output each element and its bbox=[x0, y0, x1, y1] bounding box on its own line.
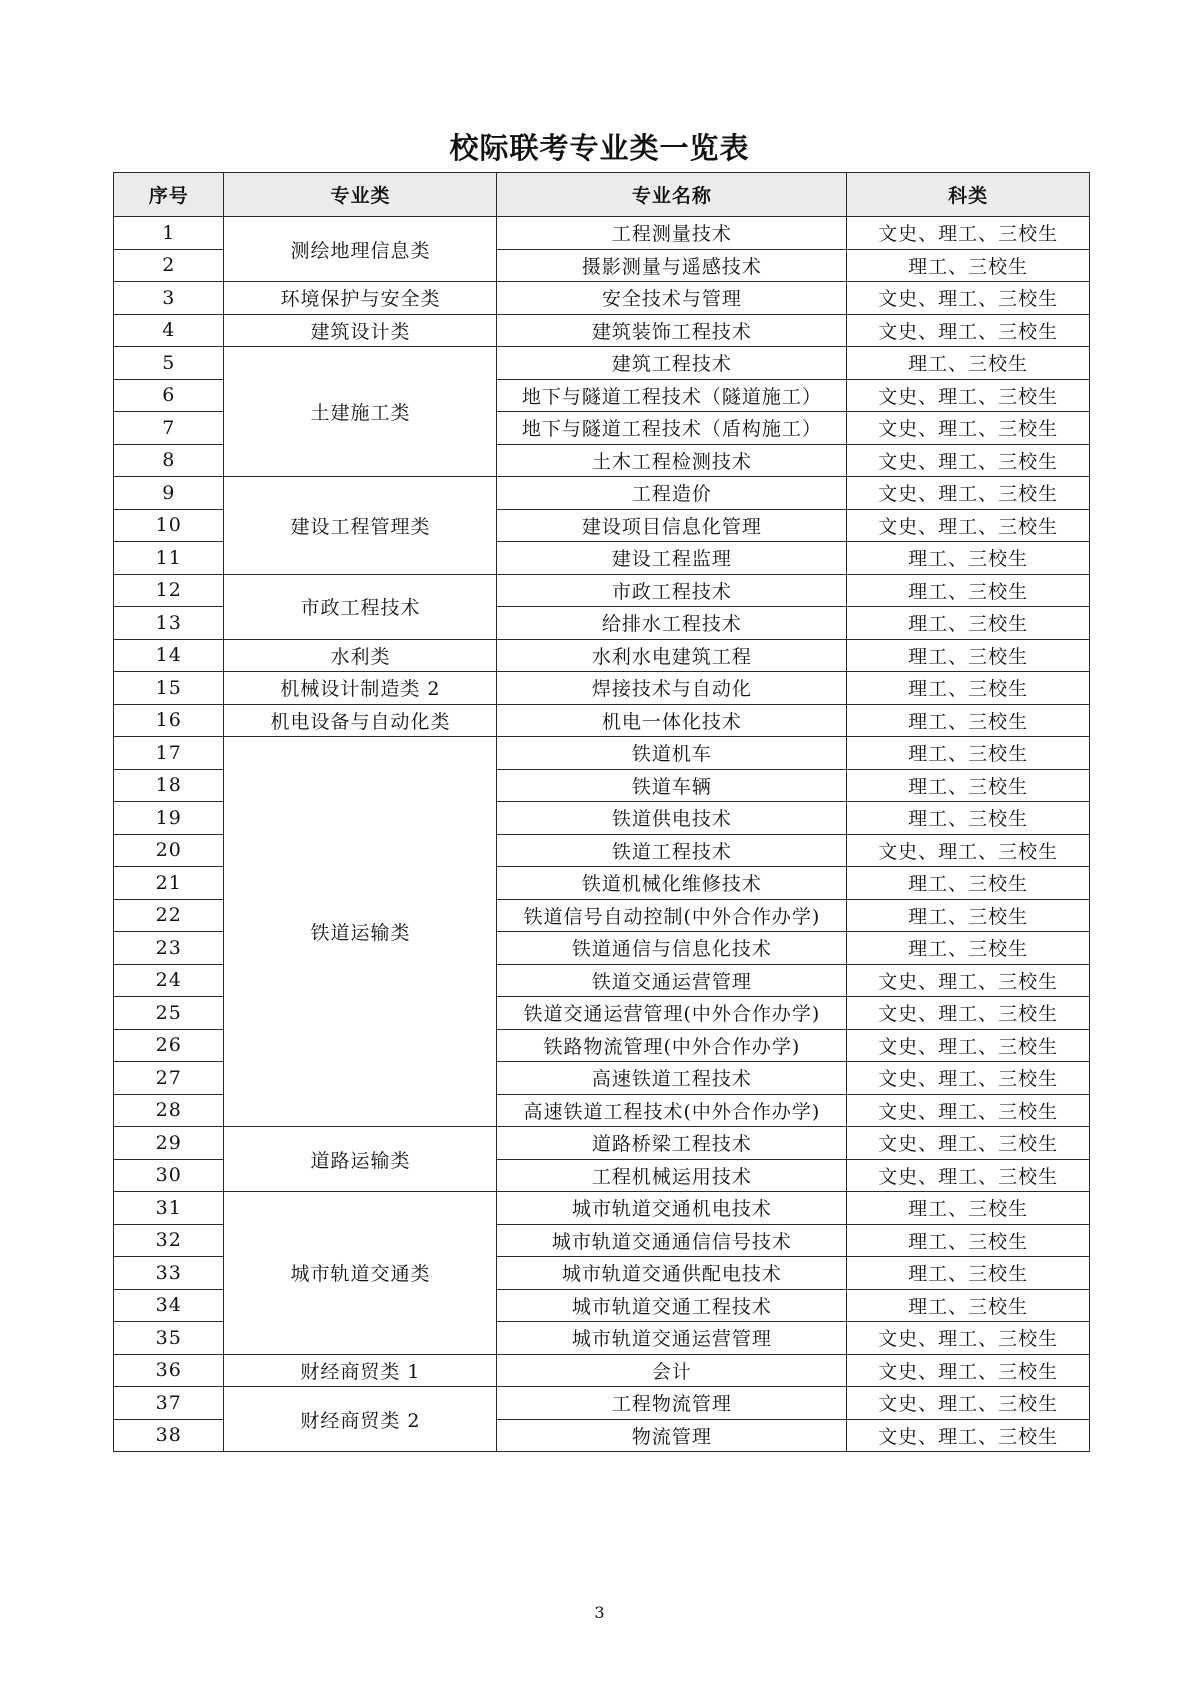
cell-subject-type: 理工、三校生 bbox=[847, 1289, 1090, 1322]
header-type: 科类 bbox=[847, 173, 1090, 217]
cell-major-name: 地下与隧道工程技术（隧道施工） bbox=[497, 379, 847, 412]
cell-subject-type: 理工、三校生 bbox=[847, 249, 1090, 282]
table-row bbox=[114, 704, 1090, 737]
cell-seq: 1 bbox=[114, 217, 224, 250]
cell-subject-type: 理工、三校生 bbox=[847, 1257, 1090, 1290]
cell-seq: 14 bbox=[114, 639, 224, 672]
page-number: 3 bbox=[594, 1603, 605, 1622]
cell-seq: 36 bbox=[114, 1354, 224, 1387]
cell-subject-type: 理工、三校生 bbox=[847, 639, 1090, 672]
cell-major-name: 铁道车辆 bbox=[497, 769, 847, 802]
cell-major-name: 工程机械运用技术 bbox=[497, 1159, 847, 1192]
cell-major-name: 铁道交通运营管理 bbox=[497, 964, 847, 997]
cell-subject-type: 文史、理工、三校生 bbox=[847, 1419, 1090, 1452]
cell-seq: 30 bbox=[114, 1159, 224, 1192]
cell-category: 财经商贸类 2 bbox=[224, 1387, 497, 1452]
cell-seq: 10 bbox=[114, 509, 224, 542]
cell-subject-type: 理工、三校生 bbox=[847, 347, 1090, 380]
cell-seq: 7 bbox=[114, 412, 224, 445]
cell-seq: 4 bbox=[114, 314, 224, 347]
header-name: 专业名称 bbox=[497, 173, 847, 217]
cell-major-name: 铁道通信与信息化技术 bbox=[497, 932, 847, 965]
cell-major-name: 建筑装饰工程技术 bbox=[497, 314, 847, 347]
cell-seq: 24 bbox=[114, 964, 224, 997]
cell-major-name: 道路桥梁工程技术 bbox=[497, 1127, 847, 1160]
cell-major-name: 铁道供电技术 bbox=[497, 802, 847, 835]
cell-major-name: 城市轨道交通机电技术 bbox=[497, 1192, 847, 1225]
table-row bbox=[114, 1387, 1090, 1420]
cell-category: 机械设计制造类 2 bbox=[224, 672, 497, 705]
cell-subject-type: 文史、理工、三校生 bbox=[847, 412, 1090, 445]
cell-major-name: 给排水工程技术 bbox=[497, 607, 847, 640]
table-row bbox=[114, 217, 1090, 250]
table-row bbox=[114, 574, 1090, 607]
cell-major-name: 水利水电建筑工程 bbox=[497, 639, 847, 672]
cell-seq: 25 bbox=[114, 997, 224, 1030]
cell-category: 建筑设计类 bbox=[224, 314, 497, 347]
cell-subject-type: 理工、三校生 bbox=[847, 1224, 1090, 1257]
cell-seq: 21 bbox=[114, 867, 224, 900]
cell-seq: 13 bbox=[114, 607, 224, 640]
cell-major-name: 铁路物流管理(中外合作办学) bbox=[497, 1029, 847, 1062]
table-row bbox=[114, 737, 1090, 770]
cell-subject-type: 文史、理工、三校生 bbox=[847, 477, 1090, 510]
cell-major-name: 土木工程检测技术 bbox=[497, 444, 847, 477]
cell-major-name: 市政工程技术 bbox=[497, 574, 847, 607]
cell-subject-type: 理工、三校生 bbox=[847, 704, 1090, 737]
cell-subject-type: 文史、理工、三校生 bbox=[847, 379, 1090, 412]
cell-category: 建设工程管理类 bbox=[224, 477, 497, 575]
cell-major-name: 机电一体化技术 bbox=[497, 704, 847, 737]
cell-subject-type: 文史、理工、三校生 bbox=[847, 444, 1090, 477]
cell-category: 机电设备与自动化类 bbox=[224, 704, 497, 737]
cell-category: 市政工程技术 bbox=[224, 574, 497, 639]
cell-major-name: 铁道信号自动控制(中外合作办学) bbox=[497, 899, 847, 932]
cell-seq: 2 bbox=[114, 249, 224, 282]
cell-category: 道路运输类 bbox=[224, 1127, 497, 1192]
cell-major-name: 安全技术与管理 bbox=[497, 282, 847, 315]
cell-subject-type: 文史、理工、三校生 bbox=[847, 282, 1090, 315]
header-category: 专业类 bbox=[224, 173, 497, 217]
cell-seq: 6 bbox=[114, 379, 224, 412]
cell-seq: 16 bbox=[114, 704, 224, 737]
cell-major-name: 焊接技术与自动化 bbox=[497, 672, 847, 705]
cell-subject-type: 文史、理工、三校生 bbox=[847, 834, 1090, 867]
cell-major-name: 铁道工程技术 bbox=[497, 834, 847, 867]
cell-major-name: 城市轨道交通通信信号技术 bbox=[497, 1224, 847, 1257]
cell-subject-type: 理工、三校生 bbox=[847, 769, 1090, 802]
cell-subject-type: 文史、理工、三校生 bbox=[847, 997, 1090, 1030]
cell-subject-type: 理工、三校生 bbox=[847, 574, 1090, 607]
cell-seq: 18 bbox=[114, 769, 224, 802]
cell-major-name: 城市轨道交通供配电技术 bbox=[497, 1257, 847, 1290]
cell-seq: 9 bbox=[114, 477, 224, 510]
cell-seq: 17 bbox=[114, 737, 224, 770]
page-title: 校际联考专业类一览表 bbox=[449, 131, 750, 165]
cell-seq: 8 bbox=[114, 444, 224, 477]
cell-major-name: 会计 bbox=[497, 1354, 847, 1387]
cell-major-name: 高速铁道工程技术 bbox=[497, 1062, 847, 1095]
cell-seq: 20 bbox=[114, 834, 224, 867]
cell-subject-type: 理工、三校生 bbox=[847, 607, 1090, 640]
cell-category: 测绘地理信息类 bbox=[224, 217, 497, 282]
cell-seq: 35 bbox=[114, 1322, 224, 1355]
cell-major-name: 城市轨道交通工程技术 bbox=[497, 1289, 847, 1322]
cell-subject-type: 理工、三校生 bbox=[847, 867, 1090, 900]
cell-subject-type: 理工、三校生 bbox=[847, 1192, 1090, 1225]
cell-category: 铁道运输类 bbox=[224, 737, 497, 1127]
cell-seq: 3 bbox=[114, 282, 224, 315]
cell-major-name: 地下与隧道工程技术（盾构施工） bbox=[497, 412, 847, 445]
cell-major-name: 建设工程监理 bbox=[497, 542, 847, 575]
table-row bbox=[114, 1354, 1090, 1387]
cell-major-name: 建筑工程技术 bbox=[497, 347, 847, 380]
cell-major-name: 工程物流管理 bbox=[497, 1387, 847, 1420]
cell-subject-type: 文史、理工、三校生 bbox=[847, 217, 1090, 250]
cell-subject-type: 文史、理工、三校生 bbox=[847, 1159, 1090, 1192]
table-row bbox=[114, 1127, 1090, 1160]
cell-major-name: 建设项目信息化管理 bbox=[497, 509, 847, 542]
table-row bbox=[114, 639, 1090, 672]
cell-seq: 22 bbox=[114, 899, 224, 932]
cell-seq: 31 bbox=[114, 1192, 224, 1225]
cell-major-name: 铁道交通运营管理(中外合作办学) bbox=[497, 997, 847, 1030]
table-row bbox=[114, 672, 1090, 705]
cell-subject-type: 理工、三校生 bbox=[847, 737, 1090, 770]
cell-subject-type: 理工、三校生 bbox=[847, 899, 1090, 932]
table-row bbox=[114, 1192, 1090, 1225]
cell-subject-type: 文史、理工、三校生 bbox=[847, 1387, 1090, 1420]
cell-major-name: 工程造价 bbox=[497, 477, 847, 510]
cell-seq: 37 bbox=[114, 1387, 224, 1420]
cell-seq: 12 bbox=[114, 574, 224, 607]
cell-category: 城市轨道交通类 bbox=[224, 1192, 497, 1355]
cell-category: 环境保护与安全类 bbox=[224, 282, 497, 315]
cell-subject-type: 文史、理工、三校生 bbox=[847, 1354, 1090, 1387]
cell-subject-type: 文史、理工、三校生 bbox=[847, 1029, 1090, 1062]
table-row bbox=[114, 477, 1090, 510]
cell-category: 水利类 bbox=[224, 639, 497, 672]
cell-seq: 23 bbox=[114, 932, 224, 965]
cell-major-name: 物流管理 bbox=[497, 1419, 847, 1452]
cell-seq: 5 bbox=[114, 347, 224, 380]
cell-seq: 11 bbox=[114, 542, 224, 575]
cell-major-name: 高速铁道工程技术(中外合作办学) bbox=[497, 1094, 847, 1127]
table-row bbox=[114, 347, 1090, 380]
cell-seq: 28 bbox=[114, 1094, 224, 1127]
cell-seq: 15 bbox=[114, 672, 224, 705]
cell-subject-type: 理工、三校生 bbox=[847, 542, 1090, 575]
cell-subject-type: 理工、三校生 bbox=[847, 802, 1090, 835]
header-seq: 序号 bbox=[114, 173, 224, 217]
cell-subject-type: 文史、理工、三校生 bbox=[847, 1094, 1090, 1127]
cell-seq: 34 bbox=[114, 1289, 224, 1322]
cell-subject-type: 文史、理工、三校生 bbox=[847, 509, 1090, 542]
cell-seq: 29 bbox=[114, 1127, 224, 1160]
cell-seq: 26 bbox=[114, 1029, 224, 1062]
cell-major-name: 铁道机械化维修技术 bbox=[497, 867, 847, 900]
cell-subject-type: 文史、理工、三校生 bbox=[847, 1322, 1090, 1355]
cell-category: 财经商贸类 1 bbox=[224, 1354, 497, 1387]
cell-major-name: 铁道机车 bbox=[497, 737, 847, 770]
table-body bbox=[114, 217, 1090, 1452]
cell-seq: 32 bbox=[114, 1224, 224, 1257]
cell-category: 土建施工类 bbox=[224, 347, 497, 477]
cell-major-name: 城市轨道交通运营管理 bbox=[497, 1322, 847, 1355]
major-table bbox=[113, 172, 1090, 1452]
cell-seq: 27 bbox=[114, 1062, 224, 1095]
table-row bbox=[114, 314, 1090, 347]
cell-subject-type: 理工、三校生 bbox=[847, 932, 1090, 965]
table-header-row bbox=[114, 173, 1090, 217]
cell-subject-type: 文史、理工、三校生 bbox=[847, 1062, 1090, 1095]
cell-seq: 19 bbox=[114, 802, 224, 835]
cell-seq: 33 bbox=[114, 1257, 224, 1290]
cell-subject-type: 文史、理工、三校生 bbox=[847, 964, 1090, 997]
table-row bbox=[114, 282, 1090, 315]
cell-major-name: 工程测量技术 bbox=[497, 217, 847, 250]
cell-subject-type: 文史、理工、三校生 bbox=[847, 314, 1090, 347]
cell-subject-type: 理工、三校生 bbox=[847, 672, 1090, 705]
cell-subject-type: 文史、理工、三校生 bbox=[847, 1127, 1090, 1160]
cell-major-name: 摄影测量与遥感技术 bbox=[497, 249, 847, 282]
cell-seq: 38 bbox=[114, 1419, 224, 1452]
